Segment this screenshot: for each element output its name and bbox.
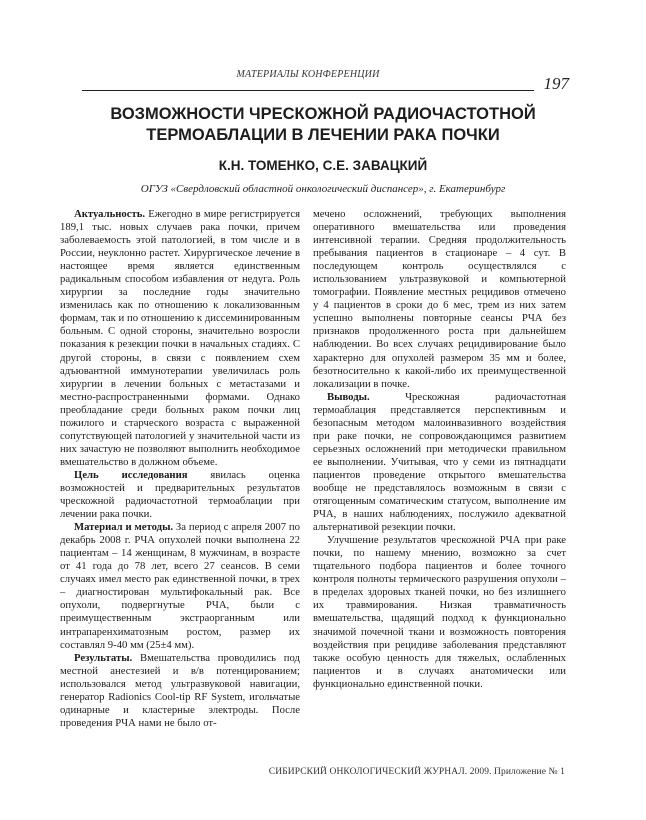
- paragraph-heading: Актуальность.: [74, 208, 146, 220]
- right-text-column: [313, 208, 566, 691]
- paragraph-heading: Результаты.: [74, 651, 133, 664]
- paragraph-heading: Материал и методы.: [74, 521, 174, 534]
- paragraph-heading: Цель исследования: [74, 468, 188, 481]
- article-authors: К.Н. ТОМЕНКО, С.Е. ЗАВАЦКИЙ: [218, 158, 428, 173]
- paragraph-heading: Выводы.: [327, 390, 370, 403]
- paragraph-methods: [60, 521, 300, 651]
- paragraph-conclusions: [313, 391, 566, 535]
- header-divider: [82, 90, 534, 91]
- left-text-column: [60, 208, 300, 730]
- paragraph-text: Чрескожная радиочастотная термоаблация представляется перспективным и безопасным методом малоинвазивного воздействия при раке почки, не сопровождающимся развитием серьезных осложнений при методически правильном ее выполнении. Учитывая, что у семи из пятнадцати пациентов проведение открытого вмешательства вообще не представлялось возможным в связи с отягощенным соматическим статусом, выполнение им РЧА, в наших наблюдениях, послужило адекватной альтернативой резекции почки.: [313, 390, 566, 534]
- section-label: МАТЕРИАЛЫ КОНФЕРЕНЦИИ: [236, 69, 380, 80]
- journal-footer: СИБИРСКИЙ ОНКОЛОГИЧЕСКИЙ ЖУРНАЛ. 2009. Приложение № 1: [268, 767, 565, 777]
- paragraph-text: За период с апреля 2007 по декабрь 2008 г. РЧА опухолей почки выполнена 22 пациентам – 14 женщинам, 8 мужчинам, в возрасте от 41 года до 78 лет, всего 27 сеансов. В семи случаях имел место рак единственной почки, в трех – диагностирован мультифокальный рак. Все опухоли, подвергнутые РЧА, были с преимущественным экстраорганным или интрапаренхиматозным ростом, размер их составлял 9-40 мм (25±4 мм).: [60, 521, 300, 651]
- paragraph-relevance: [60, 208, 300, 469]
- paragraph-aim: [60, 469, 300, 521]
- paragraph-improvement: Улучшение результатов чрескожной РЧА при раке почки, по нашему мнению, возможно за счет тщательного подбора пациентов и более точного контроля полноты термического разрушения опухоли – в пределах здоровых тканей почки, но без излишнего их травмирования. Низкая травматичность вмешательства, щадящий подход к функционально значимой почечной ткани и возможность повторения воздействия при рецидиве заболевания представляют также особую ценность для тяжелых, ослабленных пациентов и в случаях анатомически или функционально единственной почки.: [313, 534, 566, 690]
- paragraph-text: Вмешательства проводились под местной анестезией и в/в потенцированием; использовался метод ультразвуковой навигации, генератор Radionics Cool-tip RF System, игольчатые одинарные и кластерные электроды. После проведения РЧА нами не было от-: [60, 651, 300, 729]
- paragraph-results-continued: мечено осложнений, требующих выполнения оперативного вмешательства или проведения интенсивной терапии. Средняя продолжительность пребывания пациентов в стационаре – 4 сут. В последующем контроль осуществлялся с использованием ультразвуковой и компьютерной томографии. Появление местных рецидивов отмечено у 4 пациентов в сроки до 6 мес, трем из них затем успешно выполнены повторные сеансы РЧА без признаков продолженного роста при дальнейшем наблюдении. Во всех случаях рецидивирование было характерно для опухолей размером 35 мм и более, безотносительно к какой-либо их преимущественной локализации в почке.: [313, 208, 566, 390]
- paragraph-text: Ежегодно в мире регистрируется 189,1 тыс. новых случаев рака почки, причем заболеваемость этой патологией, в том числе и в России, неуклонно растет. Хирургическое лечение в настоящее время является единственным радикальным способом избавления от недуга. Роль хирургии за последние годы значительно изменилась как по отношению к локализованным формам, так и по отношению к диссеминированным больным. С одной стороны, значительно возросли показания к резекции почки в начальных стадиях. С другой стороны, в связи с появлением схем адъювантной иммунотерапии увеличилась роль хирургии в лечении больных с метастазами и местно-распространенными формами. Однако преобладание среди больных раком почки лиц пожилого и старческого возраста с выраженной сопутствующей патологией у значительной части из них зачастую не позволяют выполнить необходимое вмешательство в должном объеме.: [60, 208, 300, 468]
- paragraph-text: явилась оценка возможностей и предварительных результатов чрескожной радиочастотной термоаблации при лечении рака почки.: [60, 468, 300, 521]
- article-title-line-1: ВОЗМОЖНОСТИ ЧРЕСКОЖНОЙ РАДИОЧАСТОТНОЙ: [110, 105, 536, 123]
- article-title: [60, 104, 586, 146]
- paragraph-results: [60, 652, 300, 730]
- article-title-line-2: ТЕРМОАБЛАЦИИ В ЛЕЧЕНИИ РАКА ПОЧКИ: [146, 126, 500, 144]
- page-number: 197: [543, 74, 569, 93]
- article-affiliation: ОГУЗ «Свердловский областной онкологический диспансер», г. Екатеринбург: [140, 183, 506, 195]
